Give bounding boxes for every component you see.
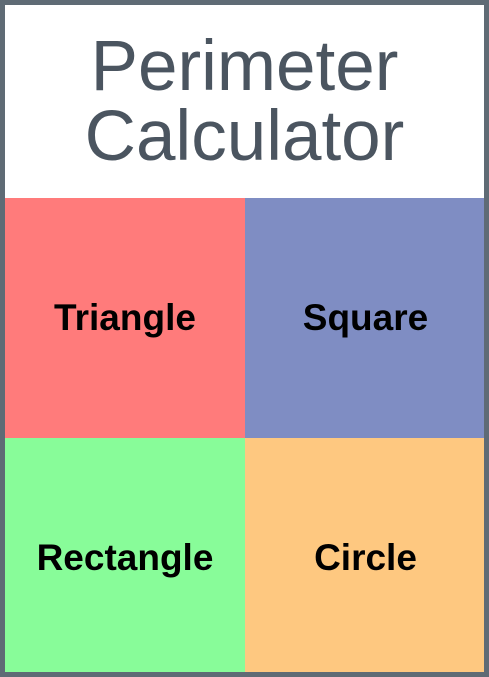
- circle-label: Circle: [314, 536, 417, 578]
- page-title-line-1: Perimeter: [90, 26, 399, 106]
- triangle-button[interactable]: [5, 198, 245, 438]
- square-label: Square: [302, 297, 429, 338]
- square-button[interactable]: [245, 198, 486, 438]
- circle-button[interactable]: [245, 438, 486, 677]
- app-header: [5, 5, 484, 198]
- triangle-label: Triangle: [54, 297, 196, 338]
- rectangle-button[interactable]: [5, 438, 245, 677]
- shape-selection-grid: [5, 198, 486, 677]
- rectangle-label: Rectangle: [36, 536, 214, 578]
- page-title-line-2: Calculator: [84, 96, 405, 176]
